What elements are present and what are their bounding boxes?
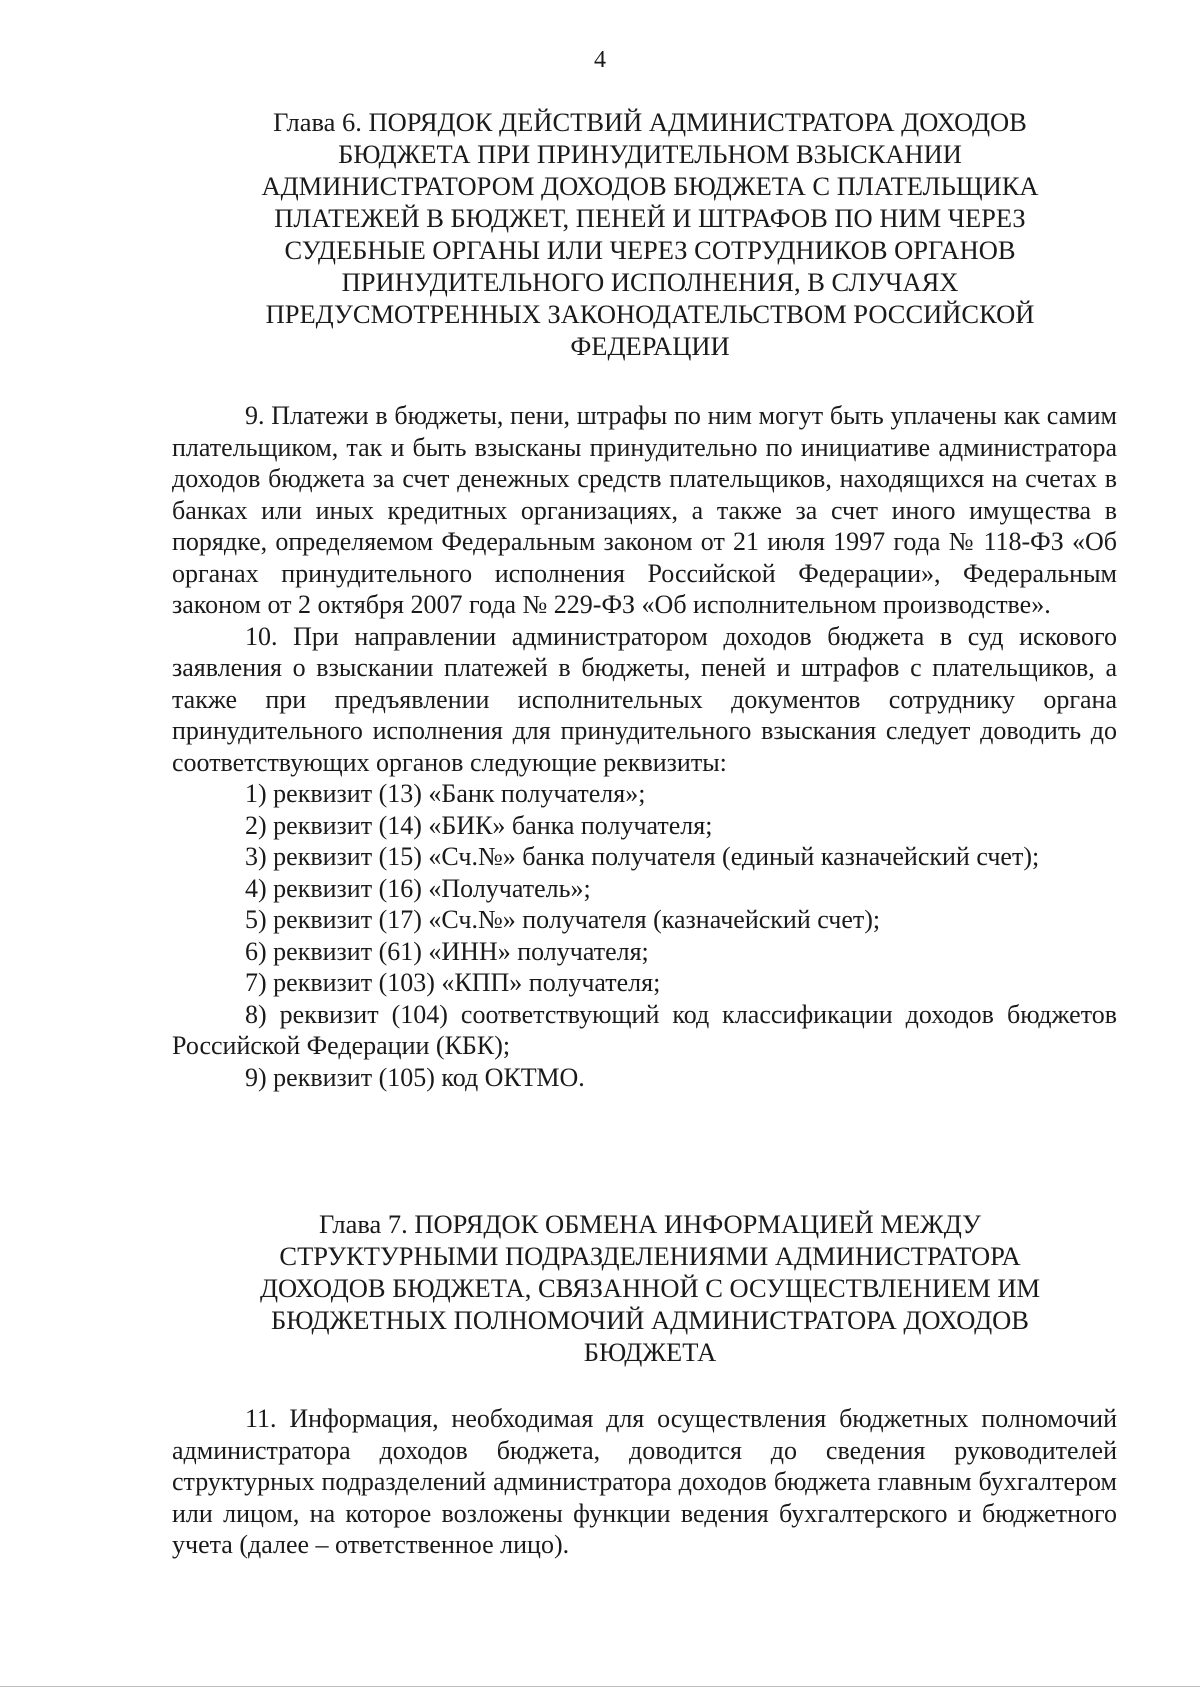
chapter-6-body	[172, 400, 1117, 1093]
chapter-6-title-line: Глава 6. ПОРЯДОК ДЕЙСТВИЙ АДМИНИСТРАТОРА ДОХОДОВ	[273, 107, 1027, 137]
requisite-item: 7) реквизит (103) «КПП» получателя;	[245, 968, 661, 997]
chapter-7-body	[172, 1403, 1117, 1561]
requisite-item: 8) реквизит (104) соответствующий код классификации доходов бюджетов Российской Федерации (КБК);	[172, 999, 1117, 1060]
chapter-6-title-line: ПЛАТЕЖЕЙ В БЮДЖЕТ, ПЕНЕЙ И ШТРАФОВ ПО НИМ ЧЕРЕЗ	[274, 203, 1026, 233]
requisite-item: 6) реквизит (61) «ИНН» получателя;	[245, 936, 649, 966]
chapter-7-title-line: БЮДЖЕТНЫХ ПОЛНОМОЧИЙ АДМИНИСТРАТОРА ДОХОДОВ	[271, 1305, 1029, 1335]
chapter-6-title-line: ПРЕДУСМОТРЕННЫХ ЗАКОНОДАТЕЛЬСТВОМ РОССИЙСКОЙ	[265, 299, 1035, 329]
chapter-6-title-line: СУДЕБНЫЕ ОРГАНЫ ИЛИ ЧЕРЕЗ СОТРУДНИКОВ ОРГАНОВ	[284, 235, 1016, 265]
requisite-item: 2) реквизит (14) «БИК» банка получателя;	[245, 810, 713, 840]
page-number: 4	[594, 47, 606, 73]
chapter-6-title	[170, 106, 1130, 362]
chapter-7-title-line: СТРУКТУРНЫМИ ПОДРАЗДЕЛЕНИЯМИ АДМИНИСТРАТОРА	[279, 1241, 1021, 1271]
chapter-7-title	[170, 1208, 1130, 1368]
paragraph-9: 9. Платежи в бюджеты, пени, штрафы по ним могут быть уплачены как самим плательщиком, так и быть взысканы принудительно по инициативе администратора доходов бюджета за счет денежных средств плательщиков, находящихся на счетах в банках или иных кредитных организациях, а также за счет иного имущества в порядке, определяемом Федеральным законом от 21 июля 1997 года № 118-ФЗ «Об органах принудительного исполнения Российской Федерации», Федеральным законом от 2 октября 2007 года № 229-ФЗ «Об исполнительном производстве».	[172, 401, 1117, 619]
chapter-7-title-line: ДОХОДОВ БЮДЖЕТА, СВЯЗАННОЙ С ОСУЩЕСТВЛЕНИЕМ ИМ	[259, 1273, 1041, 1303]
requisite-item: 5) реквизит (17) «Сч.№» получателя (казначейский счет);	[245, 905, 881, 934]
chapter-6-title-line: ПРИНУДИТЕЛЬНОГО ИСПОЛНЕНИЯ, В СЛУЧАЯХ	[341, 267, 959, 297]
chapter-6-title-line: АДМИНИСТРАТОРОМ ДОХОДОВ БЮДЖЕТА С ПЛАТЕЛЬЩИКА	[261, 171, 1039, 201]
bottom-divider	[0, 1686, 1200, 1687]
chapter-7-title-line: БЮДЖЕТА	[583, 1337, 717, 1367]
requisite-item: 1) реквизит (13) «Банк получателя»;	[245, 779, 646, 808]
requisite-item: 3) реквизит (15) «Сч.№» банка получателя (единый казначейский счет);	[245, 842, 1040, 871]
chapter-6-title-line: ФЕДЕРАЦИИ	[570, 331, 730, 361]
chapter-6-title-line: БЮДЖЕТА ПРИ ПРИНУДИТЕЛЬНОМ ВЗЫСКАНИИ	[338, 139, 962, 169]
paragraph-10: 10. При направлении администратором доходов бюджета в суд искового заявления о взыскании платежей в бюджеты, пеней и штрафов с плательщиков, а также при предъявлении исполнительных документов сотруднику органа принудительного исполнения для принудительного взыскания следует доводить до соответствующих органов следующие реквизиты:	[172, 621, 1117, 777]
requisite-item: 9) реквизит (105) код ОКТМО.	[245, 1062, 585, 1092]
paragraph-11: 11. Информация, необходимая для осуществления бюджетных полномочий администратора доходов бюджета, доводится до сведения руководителей структурных подразделений администратора доходов бюджета главным бухгалтером или лицом, на которое возложены функции ведения бухгалтерского и бюджетного учета (далее – ответственное лицо).	[172, 1404, 1117, 1559]
requisite-item: 4) реквизит (16) «Получатель»;	[245, 873, 591, 903]
chapter-7-title-line: Глава 7. ПОРЯДОК ОБМЕНА ИНФОРМАЦИЕЙ МЕЖДУ	[319, 1209, 981, 1239]
